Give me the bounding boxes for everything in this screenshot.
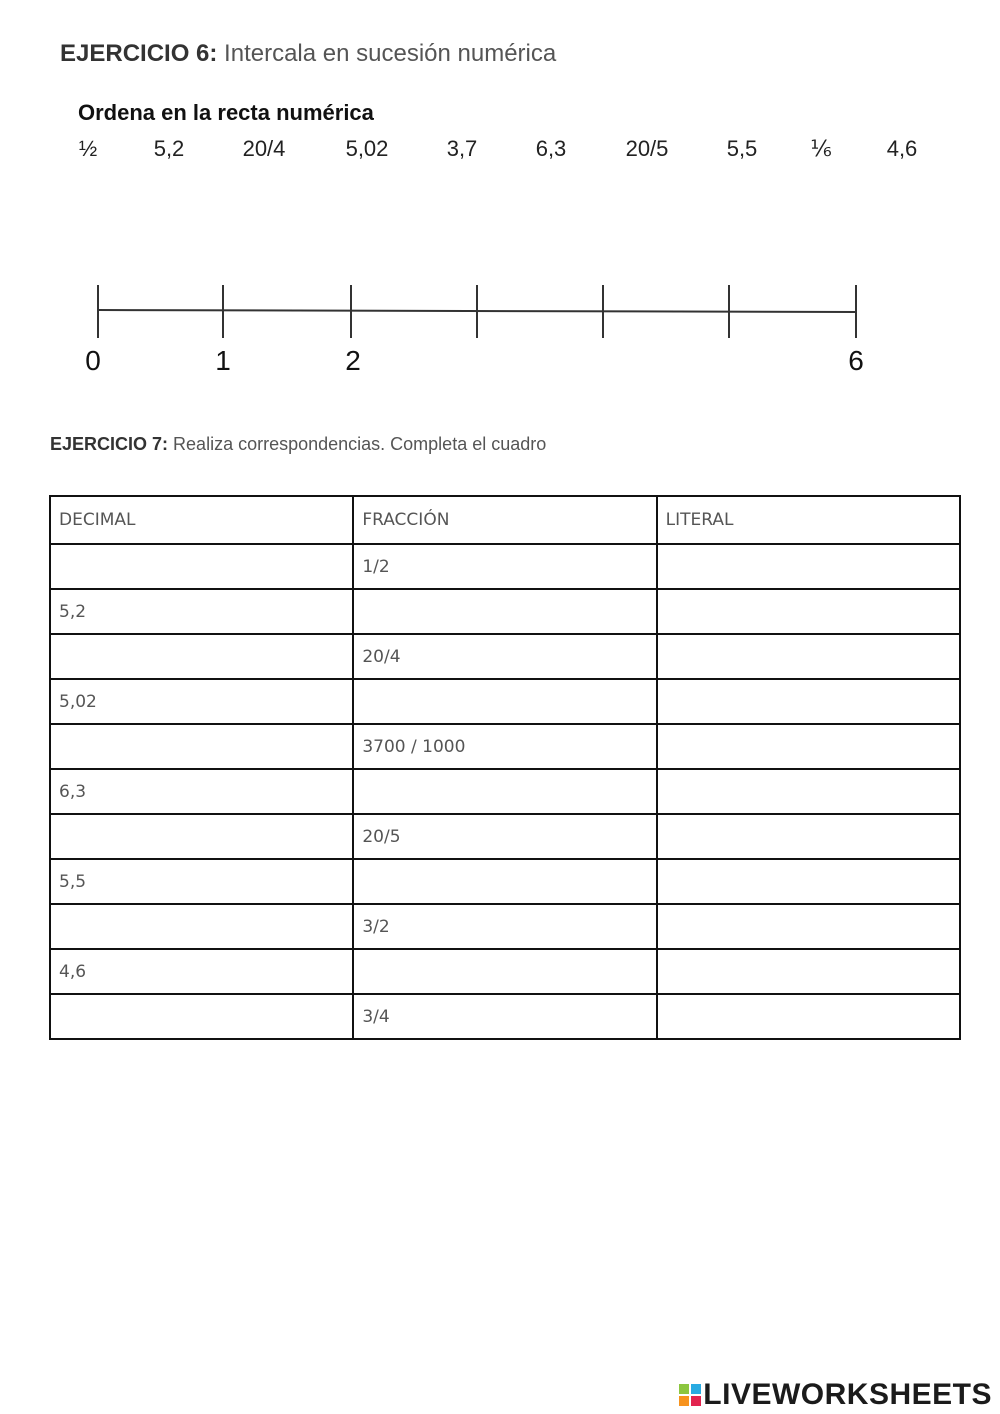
axis-label-2: 2 <box>345 345 361 376</box>
literal-cell[interactable] <box>657 679 960 724</box>
fraction-cell[interactable] <box>353 769 656 814</box>
axis-label-0: 0 <box>85 345 101 376</box>
fraction-cell[interactable] <box>353 589 656 634</box>
literal-cell[interactable] <box>657 769 960 814</box>
logo-mark-icon <box>679 1384 701 1406</box>
literal-cell[interactable] <box>657 589 960 634</box>
number-item: 3,7 <box>446 136 478 161</box>
literal-cell[interactable] <box>657 904 960 949</box>
literal-cell[interactable] <box>657 544 960 589</box>
number-item: 5,5 <box>726 136 758 161</box>
header-fraccion: FRACCIÓN <box>353 496 656 544</box>
number-item: 5,2 <box>153 136 185 161</box>
number-item: 4,6 <box>886 136 918 161</box>
decimal-cell[interactable]: 5,5 <box>50 859 353 904</box>
decimal-cell[interactable]: 6,3 <box>50 769 353 814</box>
decimal-cell[interactable]: 5,02 <box>50 679 353 724</box>
decimal-cell[interactable] <box>50 814 353 859</box>
header-decimal: DECIMAL <box>50 496 353 544</box>
fraction-cell[interactable]: 20/4 <box>353 634 656 679</box>
number-item: ½ <box>78 136 98 161</box>
table-header-row <box>50 496 960 544</box>
number-item: 20/5 <box>625 136 669 161</box>
fraction-cell[interactable] <box>353 679 656 724</box>
exercise-6-label: EJERCICIO 6: <box>60 40 218 67</box>
literal-cell[interactable] <box>657 859 960 904</box>
number-item: 6,3 <box>535 136 567 161</box>
exercise-7-label: EJERCICIO 7: <box>50 434 169 454</box>
header-literal: LITERAL <box>657 496 960 544</box>
numbers-row <box>0 136 1000 166</box>
decimal-cell[interactable]: 5,2 <box>50 589 353 634</box>
literal-cell[interactable] <box>657 814 960 859</box>
decimal-cell[interactable]: 4,6 <box>50 949 353 994</box>
logo-square <box>679 1396 689 1406</box>
fraction-cell[interactable]: 3/4 <box>353 994 656 1039</box>
table-row <box>50 994 960 1039</box>
table-row <box>50 949 960 994</box>
logo-square <box>679 1384 689 1394</box>
logo-text: LIVEWORKSHEETS <box>703 1378 992 1411</box>
table-row <box>50 544 960 589</box>
table-row <box>50 634 960 679</box>
table-row <box>50 859 960 904</box>
axis-label-6: 6 <box>848 345 864 376</box>
table-row <box>50 904 960 949</box>
decimal-cell[interactable] <box>50 634 353 679</box>
liveworksheets-logo <box>679 1378 992 1412</box>
fraction-cell[interactable] <box>353 859 656 904</box>
decimal-cell[interactable] <box>50 904 353 949</box>
table-row <box>50 679 960 724</box>
fraction-cell[interactable]: 3/2 <box>353 904 656 949</box>
number-item: ⅙ <box>810 136 832 161</box>
exercise-6-title <box>60 40 556 68</box>
fraction-cell[interactable] <box>353 949 656 994</box>
order-title: Ordena en la recta numérica <box>78 100 374 125</box>
literal-cell[interactable] <box>657 724 960 769</box>
number-line-svg <box>0 270 1000 340</box>
exercise-7-instruction: Realiza correspondencias. Completa el cuadro <box>173 434 547 454</box>
table-row <box>50 769 960 814</box>
exercise-6-instruction: Intercala en sucesión numérica <box>224 40 557 67</box>
logo-square <box>691 1396 701 1406</box>
exercise-7-title <box>50 434 546 455</box>
literal-cell[interactable] <box>657 634 960 679</box>
logo-square <box>691 1384 701 1394</box>
fraction-cell[interactable]: 1/2 <box>353 544 656 589</box>
number-line <box>0 270 1000 390</box>
number-item: 20/4 <box>242 136 286 161</box>
literal-cell[interactable] <box>657 949 960 994</box>
table-row <box>50 589 960 634</box>
decimal-cell[interactable] <box>50 724 353 769</box>
literal-cell[interactable] <box>657 994 960 1039</box>
number-item: 5,02 <box>345 136 389 161</box>
fraction-cell[interactable]: 20/5 <box>353 814 656 859</box>
decimal-cell[interactable] <box>50 994 353 1039</box>
correspondence-table <box>49 495 961 1040</box>
table-row <box>50 814 960 859</box>
axis-label-1: 1 <box>215 345 231 376</box>
table-row <box>50 724 960 769</box>
decimal-cell[interactable] <box>50 544 353 589</box>
fraction-cell[interactable]: 3700 / 1000 <box>353 724 656 769</box>
